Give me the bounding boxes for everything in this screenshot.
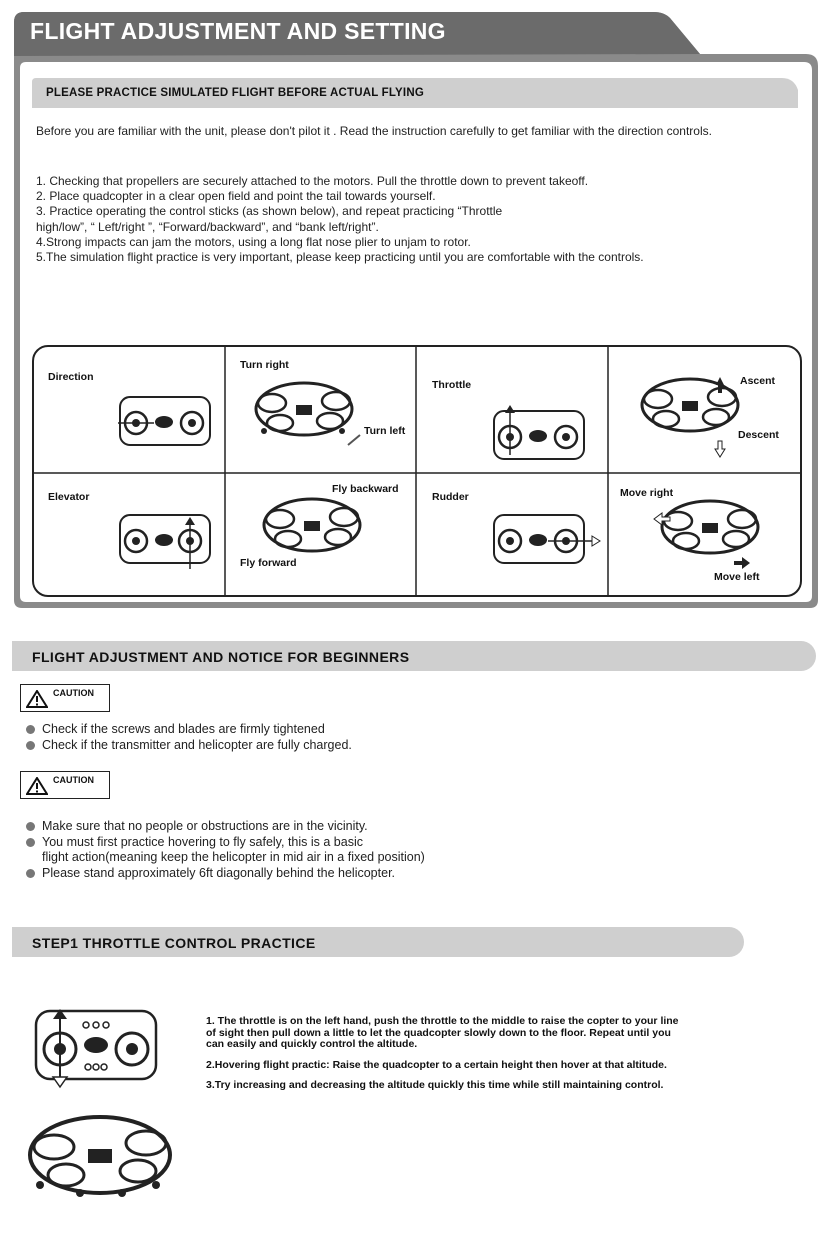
step1-title: STEP1 THROTTLE CONTROL PRACTICE — [32, 935, 316, 951]
quadcopter-icon-ascent — [642, 379, 738, 431]
caution-label: CAUTION — [53, 688, 94, 698]
turn-left-arrow-icon — [348, 435, 360, 445]
caution-list-2 — [26, 819, 425, 881]
step-1: 1. Checking that propellers are securely attached to the motors. Pull the throttle down to prevent takeoff. — [36, 174, 589, 188]
step-2: 2. Place quadcopter in a clear open field and point the tail towards yourself. — [36, 189, 436, 204]
quadcopter-icon-step1 — [30, 1117, 170, 1197]
caution-label: CAUTION — [53, 775, 94, 785]
list-item: Make sure that no people or obstructions are in the vicinity. — [26, 819, 425, 835]
quadcopter-icon-fly — [264, 499, 360, 551]
bullet-icon — [26, 725, 35, 734]
warning-triangle-icon — [26, 777, 48, 795]
transmitter-icon-throttle — [494, 405, 584, 459]
quadcopter-icon-turn — [256, 383, 352, 435]
transmitter-icon-rudder — [494, 515, 600, 563]
list-item-continued: flight action(meaning keep the helicopter in mid air in a fixed position) — [42, 850, 425, 864]
label-descent: Descent — [738, 429, 779, 441]
bullet-icon — [26, 869, 35, 878]
move-left-arrow-icon — [734, 557, 750, 569]
label-throttle: Throttle — [432, 379, 472, 391]
step-3-cont: high/low”, “ Left/right ”, “Forward/backward”, and “bank left/right”. — [36, 219, 379, 234]
label-direction: Direction — [48, 371, 94, 383]
transmitter-icon-step1 — [36, 1009, 156, 1087]
quadcopter-icon-move — [662, 501, 758, 553]
bullet-icon — [26, 741, 35, 750]
step1-paragraph-3: 3.Try increasing and decreasing the altitude quickly this time while still maintaining control. — [206, 1079, 664, 1091]
transmitter-icon-direction — [118, 397, 210, 445]
beginners-title: FLIGHT ADJUSTMENT AND NOTICE FOR BEGINNERS — [32, 649, 410, 665]
step1-section-bar — [12, 927, 744, 957]
step-4: 4.Strong impacts can jam the motors, using a long flat nose plier to unjam to rotor. — [36, 234, 471, 249]
grid-lines — [34, 347, 800, 595]
warning-triangle-icon — [26, 690, 48, 708]
main-title: FLIGHT ADJUSTMENT AND SETTING — [30, 18, 446, 44]
bullet-icon — [26, 838, 35, 847]
list-item: Check if the transmitter and helicopter are fully charged. — [26, 738, 352, 754]
label-move-right: Move right — [620, 487, 674, 499]
label-rudder: Rudder — [432, 491, 469, 503]
step-3: 3. Practice operating the control sticks (as shown below), and repeat practicing “Throttle — [36, 204, 503, 219]
label-move-left: Move left — [714, 571, 760, 583]
list-item: Please stand approximately 6ft diagonally behind the helicopter. — [26, 866, 425, 882]
step-5: 5.The simulation flight practice is very important, please keep practicing until you are comfortable with the controls. — [36, 250, 644, 265]
step1-paragraph-1: 1. The throttle is on the left hand, push the throttle to the middle to raise the copter to your line of sight then pull down a little to let the quadcopter slowly down to the floor. Repeat until you can easily and quickly control the altitude. — [206, 1015, 679, 1050]
list-item: You must first practice hovering to fly safely, this is a basic — [26, 835, 425, 851]
ascent-arrow-icon — [716, 377, 724, 393]
step1-instructions — [206, 1016, 686, 1101]
descent-arrow-icon — [715, 441, 725, 457]
list-item: Check if the screws and blades are firmly tightened — [26, 722, 352, 738]
step1-paragraph-2: 2.Hovering flight practic: Raise the quadcopter to a certain height then hover at that altitude. — [206, 1058, 667, 1071]
caution-badge-2 — [20, 771, 110, 799]
label-turn-left: Turn left — [364, 425, 406, 437]
bullet-icon — [26, 822, 35, 831]
intro-text: Before you are familiar with the unit, please don't pilot it . Read the instruction carefully to get familiar with the direction controls. — [36, 124, 712, 138]
controls-grid — [32, 345, 802, 597]
caution-list-1 — [26, 722, 352, 753]
label-turn-right: Turn right — [240, 359, 289, 371]
subtitle-text: PLEASE PRACTICE SIMULATED FLIGHT BEFORE ACTUAL FLYING — [46, 87, 424, 99]
label-ascent: Ascent — [740, 375, 776, 387]
subtitle-bar — [32, 78, 798, 108]
label-fly-backward: Fly backward — [332, 483, 399, 495]
step1-illustration — [20, 1005, 190, 1205]
beginners-section-bar — [12, 641, 816, 671]
label-elevator: Elevator — [48, 491, 90, 503]
steps-list — [36, 174, 806, 265]
label-fly-forward: Fly forward — [240, 557, 297, 569]
caution-badge-1 — [20, 684, 110, 712]
transmitter-icon-elevator — [120, 515, 210, 569]
